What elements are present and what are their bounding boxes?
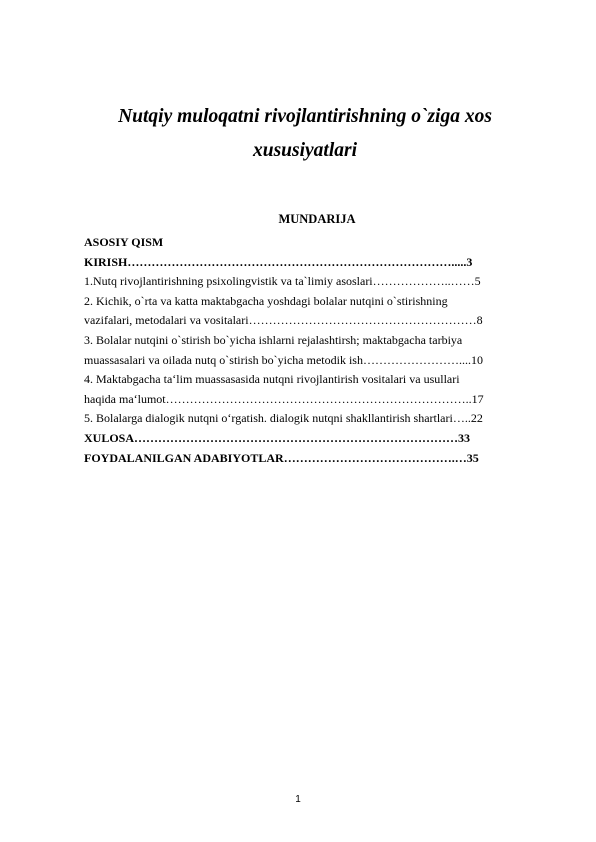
table-of-contents bbox=[84, 233, 554, 468]
document-title bbox=[60, 100, 550, 168]
toc-entry-5[interactable]: 5. Bolalarga dialogik nutqni o‘rgatish. dialogik nutqni shakllantirish shartlari…..22 bbox=[84, 411, 483, 426]
toc-entry-3-line-1[interactable]: 3. Bolalar nutqini o`stirish bo`yicha ishlarni rejalashtirsh; maktabgacha tarbiya bbox=[84, 332, 463, 347]
toc-entry-xulosa[interactable]: XULOSA………………………………………………………………………33 bbox=[84, 430, 471, 445]
contents-heading: MUNDARIJA bbox=[278, 212, 356, 226]
toc-entry-4-line-1[interactable]: 4. Maktabgacha ta‘lim muassasasida nutqni rivojlantirish vositalari va usullari bbox=[84, 372, 460, 387]
section-heading: ASOSIY QISM bbox=[84, 235, 164, 249]
document-title-line-2: xususiyatlari bbox=[252, 140, 358, 161]
toc-entry-2-line-2[interactable]: vazifalari, metodalari va vositalari…………………………………………………8 bbox=[84, 313, 483, 328]
toc-entry-1[interactable]: 1.Nutq rivojlantirishning psixolingvistik va ta`limiy asoslari………………..……5 bbox=[84, 274, 481, 289]
toc-entry-4-line-2[interactable]: haqida ma‘lumot…………………………………………………………………..17 bbox=[84, 391, 484, 406]
toc-entry-2-line-1[interactable]: 2. Kichik, o`rta va katta maktabgacha yoshdagi bolalar nutqini o`stirishning bbox=[84, 293, 448, 308]
toc-entry-kirish[interactable]: KIRISH……………………………………………………………………….....3 bbox=[84, 254, 473, 269]
document-title-line-1: Nutqiy muloqatni rivojlantirishning o`ziga xos bbox=[118, 106, 492, 127]
toc-entry-3-line-2[interactable]: muassasalari va oilada nutq o`stirish bo`yicha metodik ish……………………....10 bbox=[84, 352, 483, 367]
page-number: 1 bbox=[295, 794, 301, 805]
toc-entry-adabiyotlar[interactable]: FOYDALANILGAN ADABIYOTLAR…………………………………….…35 bbox=[84, 450, 479, 465]
